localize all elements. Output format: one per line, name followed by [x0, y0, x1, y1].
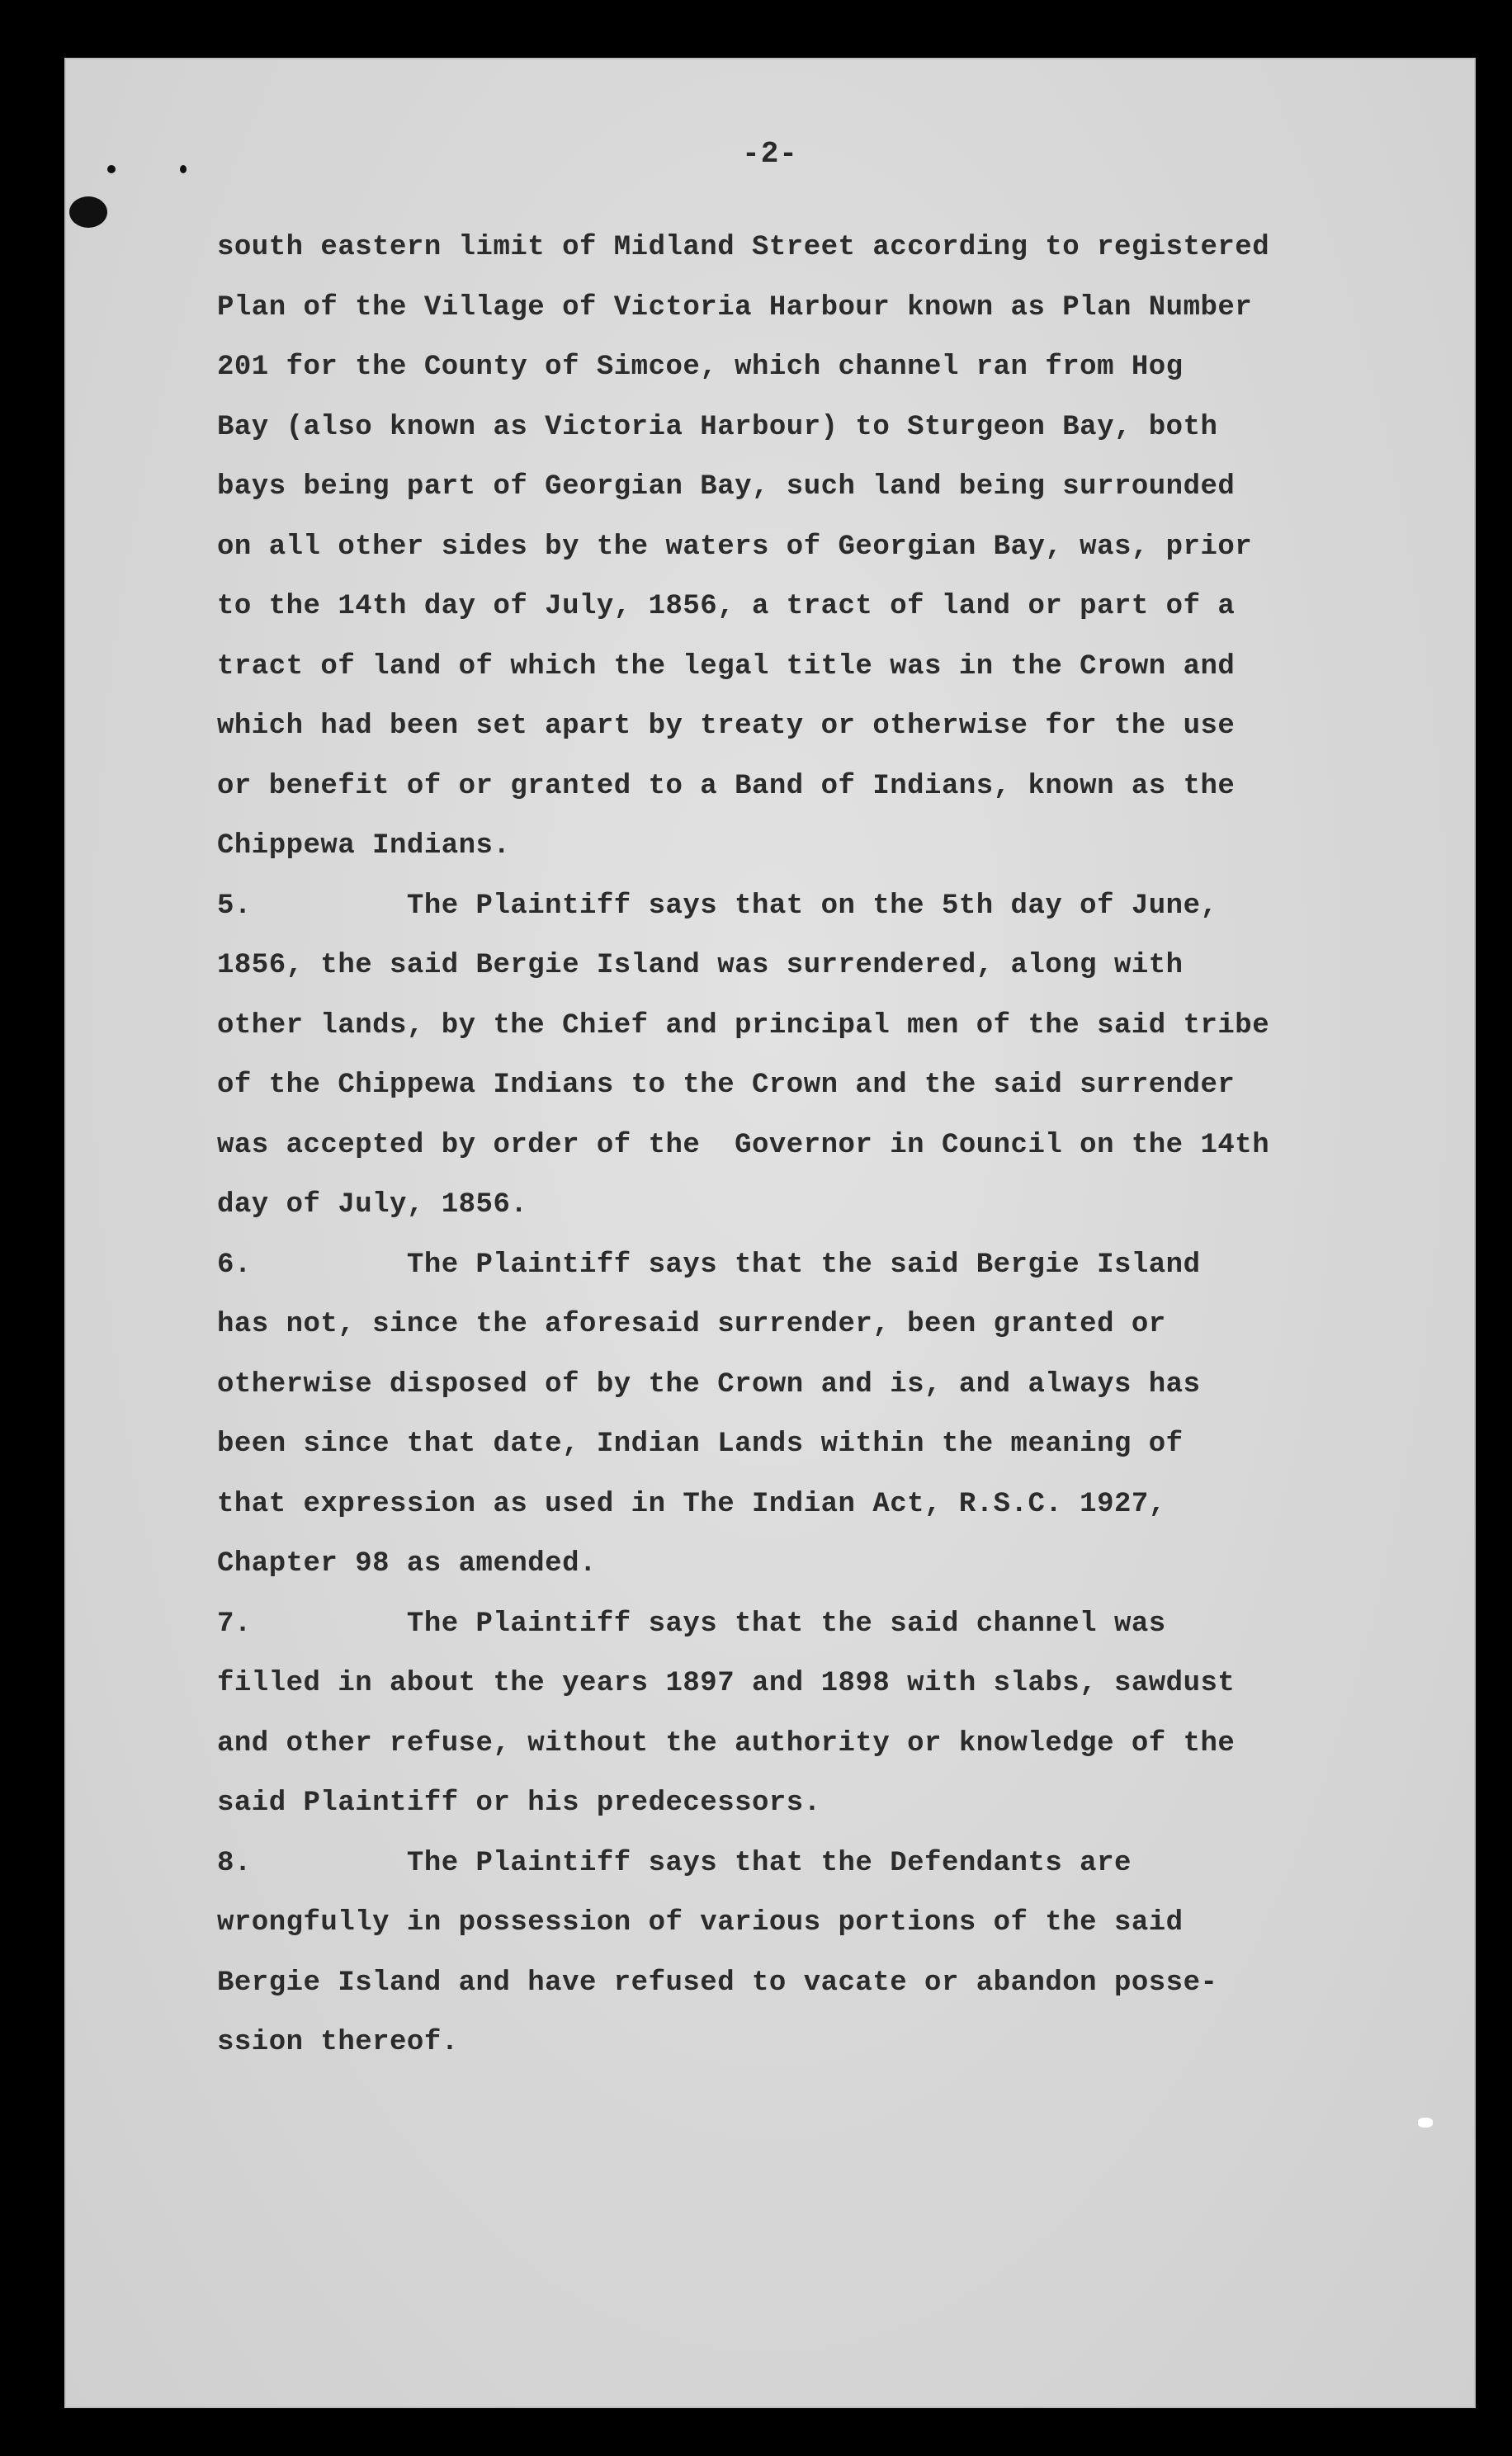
text-line: 1856, the said Bergie Island was surrendered, along with: [217, 950, 1184, 981]
paragraph-7-line: 7. The Plaintiff says that the said channel was: [217, 1608, 1166, 1640]
text-line: of the Chippewa Indians to the Crown and the said surrender: [217, 1070, 1236, 1101]
text-line: on all other sides by the waters of Georgian Bay, was, prior: [217, 531, 1253, 563]
paragraph-6-line: 6. The Plaintiff says that the said Bergie Island: [217, 1249, 1201, 1281]
ink-blot: [69, 196, 107, 228]
text-line: Chapter 98 as amended.: [217, 1548, 597, 1580]
text-line: said Plaintiff or his predecessors.: [217, 1788, 821, 1819]
text-line: tract of land of which the legal title was in the Crown and: [217, 650, 1236, 682]
text-line: and other refuse, without the authority or knowledge of the: [217, 1727, 1236, 1759]
text-line: or benefit of or granted to a Band of Indians, known as the: [217, 770, 1236, 802]
text-line: wrongfully in possession of various portions of the said: [217, 1907, 1184, 1939]
text-line: Chippewa Indians.: [217, 830, 511, 862]
text-line: Bay (also known as Victoria Harbour) to Sturgeon Bay, both: [217, 411, 1218, 443]
paragraph-8-line: 8. The Plaintiff says that the Defendants are: [217, 1847, 1132, 1879]
text-line: ssion thereof.: [217, 2027, 459, 2058]
text-line: has not, since the aforesaid surrender, been granted or: [217, 1309, 1166, 1340]
text-line: filled in about the years 1897 and 1898 with slabs, sawdust: [217, 1668, 1236, 1699]
text-line: Plan of the Village of Victoria Harbour known as Plan Number: [217, 291, 1253, 324]
text-line: 201 for the County of Simcoe, which channel ran from Hog: [217, 352, 1184, 383]
text-line: was accepted by order of the Governor in Council on the 14th: [217, 1129, 1270, 1161]
text-line: other lands, by the Chief and principal men of the said tribe: [217, 1009, 1270, 1041]
text-line: south eastern limit of Midland Street according to registered: [217, 232, 1270, 263]
page-number: -2-: [742, 137, 798, 171]
text-line: which had been set apart by treaty or otherwise for the use: [217, 711, 1236, 742]
paragraph-5-line: 5. The Plaintiff says that on the 5th day of June,: [217, 890, 1218, 922]
text-line: that expression as used in The Indian Act, R.S.C. 1927,: [217, 1488, 1166, 1520]
text-line: been since that date, Indian Lands within the meaning of: [217, 1429, 1184, 1460]
text-line: otherwise disposed of by the Crown and is, and always has: [217, 1368, 1201, 1400]
document-body: [217, 218, 1389, 2073]
text-line: day of July, 1856.: [217, 1189, 528, 1221]
text-line: bays being part of Georgian Bay, such land being surrounded: [217, 471, 1236, 503]
text-line: Bergie Island and have refused to vacate or abandon posse-: [217, 1967, 1218, 1999]
paper-speck: [1418, 2118, 1433, 2128]
text-line: to the 14th day of July, 1856, a tract of land or part of a: [217, 591, 1236, 622]
document-page: [64, 58, 1476, 2408]
